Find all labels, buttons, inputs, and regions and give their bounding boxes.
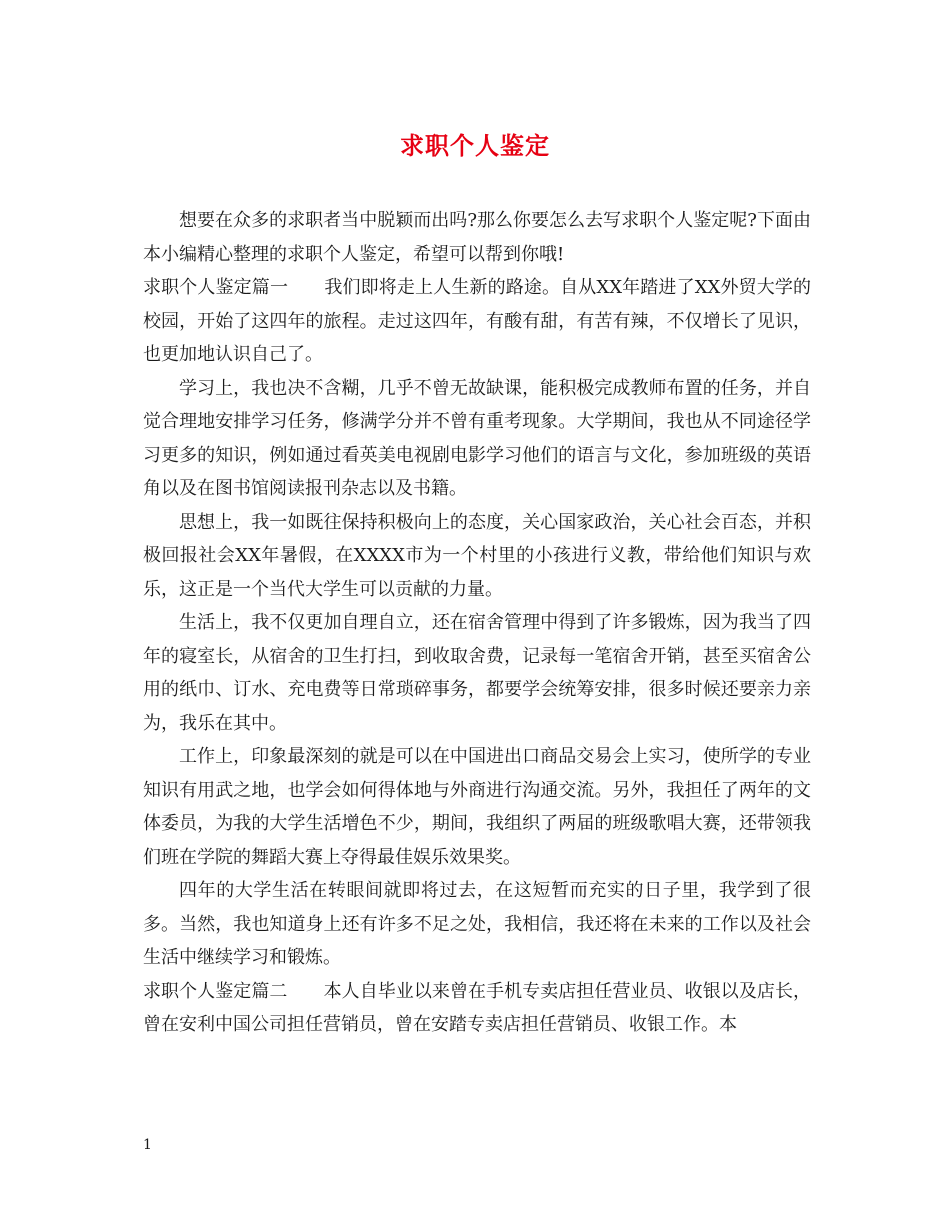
paragraph-life: 生活上，我不仅更加自理自立，还在宿舍管理中得到了许多锻炼，因为我当了四年的寝室长，从宿舍的卫生打扫，到收取舍费，记录每一笔宿舍开销，甚至买宿舍公用的纸巾、订水、充电费等日常琐碎事务，都要学会统筹安排，很多时候还要亲力亲为，我乐在其中。 (143, 612, 811, 734)
paragraph-work: 工作上，印象最深刻的就是可以在中国进出口商品交易会上实习，使所学的专业知识有用武之地，也学会如何得体地与外商进行沟通交流。另外，我担任了两年的文体委员，为我的大学生活增色不少，期间，我组织了两届的班级歌唱大赛，还带领我们班在学院的舞蹈大赛上夺得最佳娱乐效果奖。 (143, 746, 811, 868)
paragraph-section-two (143, 975, 811, 1042)
paragraph-study: 学习上，我也决不含糊，几乎不曾无故缺课，能积极完成教师布置的任务，并自觉合理地安排学习任务，修满学分并不曾有重考现象。大学期间，我也从不同途径学习更多的知识，例如通过看英美电视剧电影学习他们的语言与文化，参加班级的英语角以及在图书馆阅读报刊杂志以及书籍。 (143, 377, 811, 499)
paragraph-intro: 想要在众多的求职者当中脱颖而出吗?那么你要怎么去写求职个人鉴定呢?下面由本小编精心整理的求职个人鉴定，希望可以帮到你哦! (143, 210, 811, 265)
section-one-text: 我们即将走上人生新的路途。自从XX年踏进了XX外贸大学的校园，开始了这四年的旅程。走过这四年，有酸有甜，有苦有辣，不仅增长了见识，也更加地认识自己了。 (143, 277, 812, 365)
section-heading-one: 求职个人鉴定篇一 (143, 277, 289, 298)
paragraph-section-one (143, 271, 811, 372)
paragraph-thought: 思想上，我一如既往保持积极向上的态度，关心国家政治，关心社会百态，并积极回报社会XX年暑假，在XXXX市为一个村里的小孩进行义教，带给他们知识与欢乐，这正是一个当代大学生可以贡献的力量。 (143, 511, 811, 600)
document-body (143, 204, 811, 1042)
page-number: 1 (143, 1137, 152, 1153)
section-two-text: 本人自毕业以来曾在手机专卖店担任营业员、收银以及店长，曾在安利中国公司担任营销员，曾在安踏专卖店担任营销员、收银工作。本 (143, 980, 812, 1035)
document-title: 求职个人鉴定 (400, 131, 550, 160)
section-heading-two: 求职个人鉴定篇二 (143, 980, 288, 1002)
paragraph-summary: 四年的大学生活在转眼间就即将过去，在这短暂而充实的日子里，我学到了很多。当然，我也知道身上还有许多不足之处，我相信，我还将在未来的工作以及社会生活中继续学习和锻炼。 (143, 880, 811, 968)
